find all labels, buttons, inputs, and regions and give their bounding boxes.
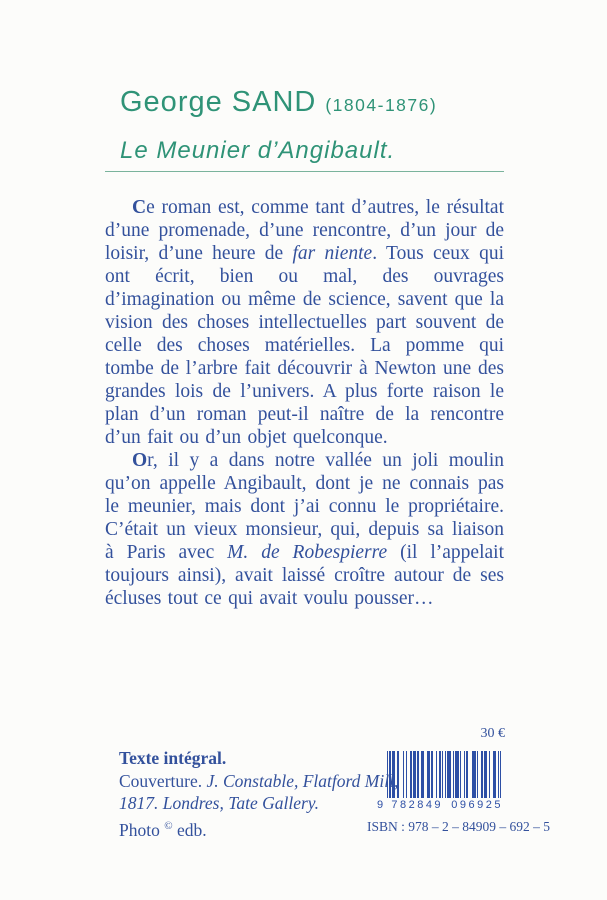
- isbn-text: ISBN : 978 – 2 – 84909 – 692 – 5: [367, 819, 551, 834]
- credits-photo: Photo © edb.: [119, 819, 207, 840]
- barcode-bars: [387, 751, 501, 798]
- barcode-digit-group2: 096925: [451, 799, 503, 811]
- author-line: [120, 86, 437, 119]
- credits-block: [119, 747, 398, 841]
- barcode: [377, 751, 503, 811]
- author-name: George SAND: [120, 86, 317, 118]
- author-dates: (1804-1876): [325, 95, 438, 115]
- barcode-digit-group1: 782849: [391, 799, 444, 811]
- credits-texte-integral: Texte intégral.: [119, 748, 227, 768]
- excerpt-paragraph-2: Or, il y a dans notre vallée un joli moulin qu’on appelle Angibault, dont je ne connais pas le meunier, mais dont j’ai connu le propriétaire. C’était un vieux monsieur, qui, depuis sa liaison à Paris avec M. de Robespierre (il l’appelait toujours ainsi), avait laissé croître autour de ses écluses tout ce qui avait voulu pousser…: [105, 450, 504, 609]
- credits-gallery: 1817. Londres, Tate Gallery.: [119, 793, 319, 813]
- price-label: 30 €: [480, 726, 505, 741]
- book-title: Le Meunier d’Angibault.: [120, 137, 396, 164]
- excerpt: [105, 196, 504, 610]
- excerpt-paragraph-1: Ce roman est, comme tant d’autres, le résultat d’une promenade, d’une rencontre, d’un jour de loisir, d’une heure de far niente. Tous ceux qui ont écrit, bien ou mal, des ouvrages d’imagination ou même de science, savent que la vision des choses intellectuelles part souvent de celle des choses matérielles. La pomme qui tombe de l’arbre fait découvrir à Newton une des grandes lois de l’univers. A plus forte raison le plan d’un roman peut-il naître de la rencontre d’un fait ou d’un objet quelconque.: [105, 197, 504, 448]
- title-underline: [105, 171, 504, 172]
- credits-couverture: Couverture. J. Constable, Flatford Mill,: [119, 770, 399, 791]
- barcode-digit-lead: 9: [377, 799, 384, 811]
- header: [120, 86, 437, 119]
